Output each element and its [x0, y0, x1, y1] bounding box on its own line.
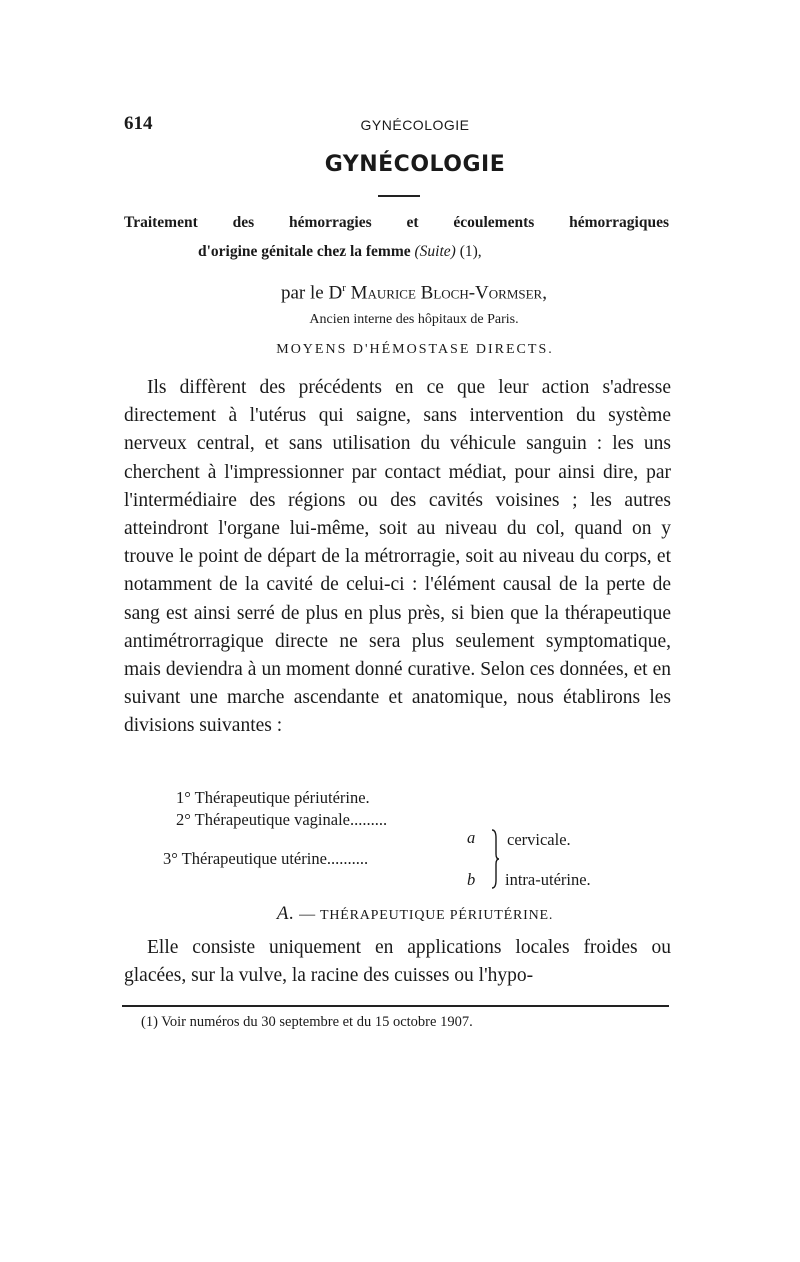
author-affiliation: Ancien interne des hôpitaux de Paris.: [309, 312, 519, 327]
running-header: GYNÉCOLOGIE: [360, 117, 470, 133]
subsection-heading: [0, 903, 800, 925]
main-text: [124, 374, 671, 741]
subsection-letter: A.: [276, 903, 295, 924]
curly-brace-icon: [490, 828, 500, 890]
division-item-1: 1° Thérapeutique périutérine.: [176, 788, 370, 807]
subdivision-a-text: cervicale.: [507, 830, 571, 849]
subdivision-b-text: intra-utérine.: [505, 870, 591, 889]
subsection-text: [124, 934, 671, 991]
title-divider: [378, 195, 420, 197]
page-number: 614: [124, 113, 153, 134]
footnote-reference[interactable]: (1),: [459, 243, 482, 260]
subdivision-a-label: a: [467, 828, 476, 847]
subsection-title: THÉRAPEUTIQUE PÉRIUTÉRINE.: [320, 908, 554, 923]
author-name: Maurice Bloch-Vormser,: [350, 282, 547, 304]
section-title: GYNÉCOLOGIE: [324, 152, 506, 177]
paragraph: Ils diffèrent des précédents en ce que leur action s'adresse directement à l'utérus qui saigne, sans intervention du système nerveux central, et sans utilisation du véhicule sanguin : les uns cherchent à l'impressionner par contact médiat, pour ainsi dire, par l'intermédiaire des régions ou des cavités voisines ; les autres atteindront l'organe lui-même, soit au niveau du col, quand on y trouve le point de départ de la métrorragie, soit au niveau du corps, et notamment de la cavité de celui-ci : l'élément causal de la perte de sang est ainsi serré de plus en plus près, si bien que la thérapeutique antimétrorragique directe ne sera plus seulement symptomatique, mais deviendra à un moment donné curative. Selon ces données, et en suivant une marche ascendante et anatomique, nous établirons les divisions suivantes :: [124, 377, 671, 737]
article-title-suite: (Suite): [414, 243, 456, 260]
author-prefix: par le D: [281, 282, 343, 304]
article-title-main: d'origine génitale chez la femme: [198, 243, 411, 260]
author-line: [0, 282, 800, 304]
subheading: MOYENS D'HÉMOSTASE DIRECTS.: [276, 342, 554, 357]
article-title-line2: [198, 243, 482, 261]
article-title-line1: Traitement des hémorragies et écoulements hémorragiques: [124, 214, 669, 231]
subdivision-b-label: b: [467, 870, 476, 889]
division-item-2: 2° Thérapeutique vaginale.........: [176, 810, 388, 829]
author-title-sup: r: [342, 282, 346, 294]
subsection-dash: —: [299, 906, 316, 923]
footnote: (1) Voir numéros du 30 septembre et du 15 octobre 1907.: [141, 1014, 473, 1030]
division-item-3: 3° Thérapeutique utérine..........: [163, 849, 369, 868]
paragraph: Elle consiste uniquement en applications locales froides ou glacées, sur la vulve, la racine des cuisses ou l'hypo-: [124, 937, 671, 987]
footnote-divider: [122, 1005, 669, 1007]
